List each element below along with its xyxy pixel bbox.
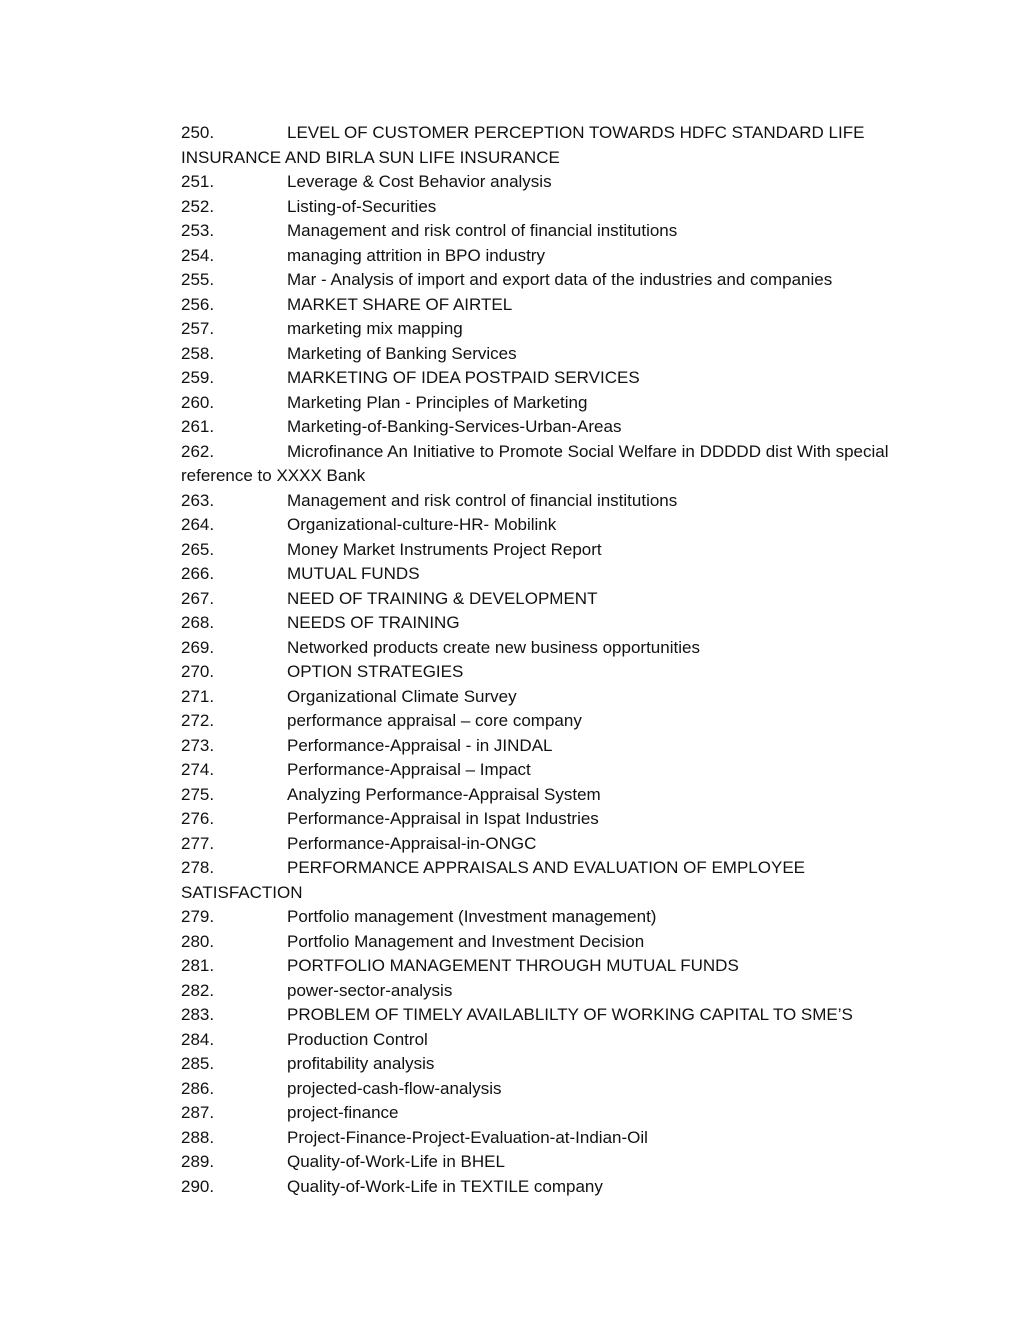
item-title: Quality-of-Work-Life in BHEL — [287, 1152, 505, 1171]
item-title: Performance-Appraisal - in JINDAL — [287, 735, 553, 755]
list-item — [181, 1150, 901, 1175]
item-number: 282. — [181, 980, 215, 1000]
item-number: 278. — [181, 858, 215, 877]
list-item — [181, 1101, 901, 1126]
list-item — [181, 1175, 901, 1200]
item-number: 277. — [181, 833, 215, 853]
item-number: 258. — [181, 343, 215, 363]
item-title: profitability analysis — [287, 1054, 435, 1073]
list-item — [181, 954, 901, 979]
item-title: performance appraisal – core company — [287, 711, 582, 730]
list-item — [181, 807, 901, 832]
list-item — [181, 293, 901, 318]
item-number: 280. — [181, 931, 215, 951]
item-number: 274. — [181, 760, 215, 779]
list-item — [181, 1052, 901, 1077]
list-item — [181, 930, 901, 955]
item-title: Performance-Appraisal-in-ONGC — [287, 833, 537, 853]
item-title: project-finance — [287, 1103, 399, 1122]
list-item — [181, 1077, 901, 1102]
item-number: 252. — [181, 196, 215, 216]
list-item — [181, 709, 901, 734]
item-title: Mar - Analysis of import and export data of the industries and companies — [287, 270, 833, 289]
list-item — [181, 440, 901, 489]
item-number: 271. — [181, 686, 215, 706]
list-item — [181, 489, 901, 514]
item-number: 264. — [181, 515, 215, 534]
item-title: Marketing Plan - Principles of Marketing — [287, 392, 588, 412]
item-number: 283. — [181, 1005, 215, 1024]
list-item — [181, 611, 901, 636]
item-title: Management and risk control of financial institutions — [287, 221, 678, 240]
item-number: 257. — [181, 319, 215, 338]
list-item — [181, 366, 901, 391]
item-title: Microfinance An Initiative to Promote Social Welfare in DDDDD dist With special reference to XXXX Bank — [181, 441, 889, 485]
item-title: LEVEL OF CUSTOMER PERCEPTION TOWARDS HDFC STANDARD LIFE INSURANCE AND BIRLA SUN LIFE INSURANCE — [181, 123, 865, 167]
list-item — [181, 219, 901, 244]
item-number: 267. — [181, 588, 215, 608]
item-title: Management and risk control of financial institutions — [287, 490, 678, 510]
list-item — [181, 1028, 901, 1053]
list-item — [181, 783, 901, 808]
item-number: 281. — [181, 956, 215, 975]
list-item — [181, 415, 901, 440]
item-number: 261. — [181, 417, 215, 436]
item-title: Analyzing Performance-Appraisal System — [287, 784, 601, 804]
item-title: NEEDS OF TRAINING — [287, 613, 460, 632]
item-number: 260. — [181, 392, 215, 412]
item-number: 287. — [181, 1103, 215, 1122]
item-title: Organizational-culture-HR- Mobilink — [287, 515, 557, 534]
item-number: 269. — [181, 637, 215, 657]
list-item — [181, 587, 901, 612]
list-item — [181, 856, 901, 905]
item-title: Project-Finance-Project-Evaluation-at-Indian-Oil — [287, 1127, 648, 1147]
list-item — [181, 513, 901, 538]
list-item — [181, 342, 901, 367]
item-title: Performance-Appraisal – Impact — [287, 760, 531, 779]
list-item — [181, 979, 901, 1004]
item-number: 272. — [181, 711, 215, 730]
item-number: 273. — [181, 735, 215, 755]
item-title: Portfolio management (Investment management) — [287, 907, 657, 926]
item-title: MUTUAL FUNDS — [287, 564, 420, 583]
list-item — [181, 660, 901, 685]
item-title: PORTFOLIO MANAGEMENT THROUGH MUTUAL FUNDS — [287, 956, 739, 975]
item-title: OPTION STRATEGIES — [287, 662, 464, 681]
list-item — [181, 685, 901, 710]
item-title: Performance-Appraisal in Ispat Industries — [287, 809, 599, 828]
item-number: 265. — [181, 539, 215, 559]
list-item — [181, 1003, 901, 1028]
item-number: 255. — [181, 270, 215, 289]
list-item — [181, 734, 901, 759]
item-number: 250. — [181, 123, 215, 142]
item-title: managing attrition in BPO industry — [287, 245, 545, 265]
project-title-list — [181, 121, 901, 1199]
item-title: projected-cash-flow-analysis — [287, 1078, 502, 1098]
item-title: Leverage & Cost Behavior analysis — [287, 172, 552, 191]
item-title: PROBLEM OF TIMELY AVAILABLILTY OF WORKING CAPITAL TO SME’S — [287, 1005, 853, 1024]
item-title: PERFORMANCE APPRAISALS AND EVALUATION OF EMPLOYEE SATISFACTION — [181, 858, 806, 902]
item-number: 286. — [181, 1078, 215, 1098]
list-item — [181, 636, 901, 661]
item-title: power-sector-analysis — [287, 980, 453, 1000]
item-title: Portfolio Management and Investment Decision — [287, 931, 645, 951]
item-number: 251. — [181, 172, 215, 191]
list-item — [181, 562, 901, 587]
list-item — [181, 244, 901, 269]
list-item — [181, 832, 901, 857]
list-item — [181, 758, 901, 783]
list-item — [181, 268, 901, 293]
item-number: 254. — [181, 245, 215, 265]
item-title: Production Control — [287, 1029, 428, 1049]
item-number: 288. — [181, 1127, 215, 1147]
item-number: 279. — [181, 907, 215, 926]
item-title: NEED OF TRAINING & DEVELOPMENT — [287, 588, 598, 608]
item-number: 262. — [181, 441, 215, 461]
list-item — [181, 1126, 901, 1151]
item-number: 263. — [181, 490, 215, 510]
list-item — [181, 170, 901, 195]
item-number: 289. — [181, 1152, 215, 1171]
list-item — [181, 905, 901, 930]
list-item — [181, 121, 901, 170]
list-item — [181, 195, 901, 220]
item-title: MARKETING OF IDEA POSTPAID SERVICES — [287, 368, 640, 387]
item-number: 270. — [181, 662, 215, 681]
item-number: 275. — [181, 784, 215, 804]
item-title: Listing-of-Securities — [287, 196, 437, 216]
item-number: 290. — [181, 1176, 215, 1196]
item-title: marketing mix mapping — [287, 319, 463, 338]
list-item — [181, 538, 901, 563]
item-title: Organizational Climate Survey — [287, 686, 517, 706]
item-title: Money Market Instruments Project Report — [287, 539, 602, 559]
item-number: 285. — [181, 1054, 215, 1073]
item-title: Quality-of-Work-Life in TEXTILE company — [287, 1176, 603, 1196]
item-number: 256. — [181, 294, 215, 314]
item-title: Networked products create new business opportunities — [287, 637, 700, 657]
item-title: MARKET SHARE OF AIRTEL — [287, 294, 513, 314]
item-title: Marketing of Banking Services — [287, 343, 517, 363]
item-number: 268. — [181, 613, 215, 632]
item-number: 266. — [181, 564, 215, 583]
item-number: 259. — [181, 368, 215, 387]
item-title: Marketing-of-Banking-Services-Urban-Areas — [287, 417, 622, 436]
list-item — [181, 391, 901, 416]
item-number: 276. — [181, 809, 215, 828]
list-item — [181, 317, 901, 342]
item-number: 253. — [181, 221, 215, 240]
item-number: 284. — [181, 1029, 215, 1049]
